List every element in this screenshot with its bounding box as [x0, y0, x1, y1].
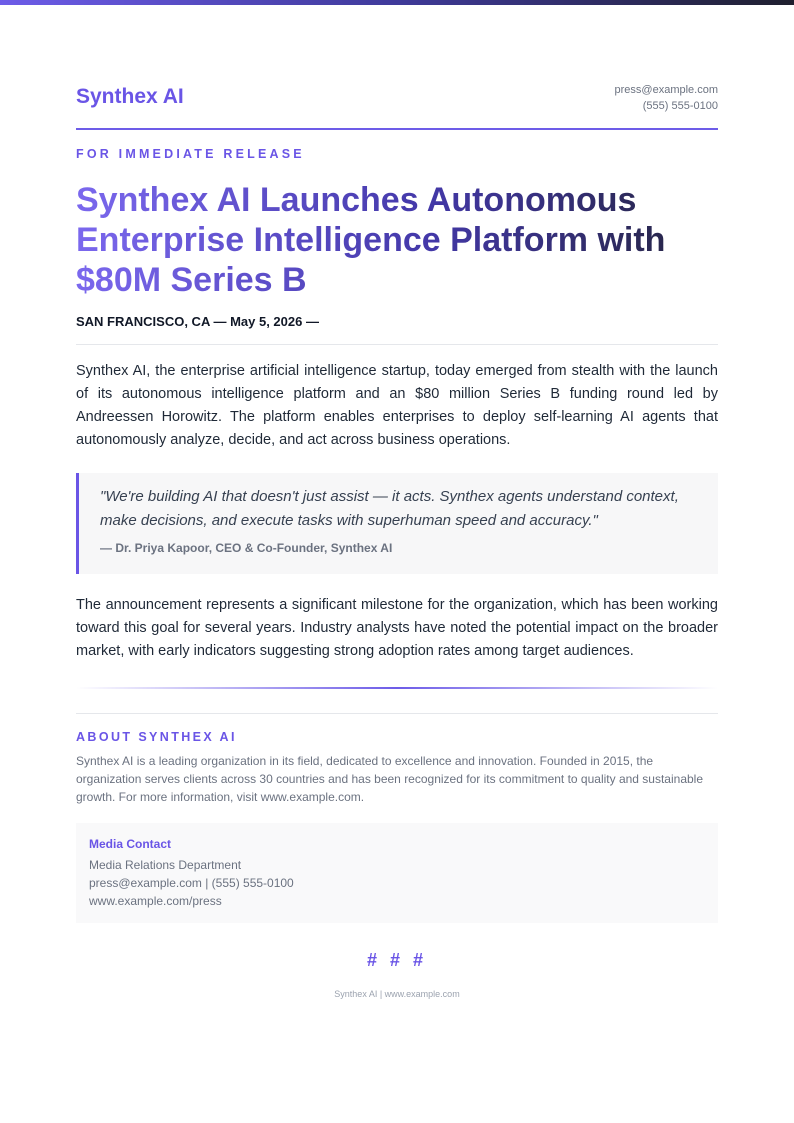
header-email[interactable]: press@example.com: [614, 84, 718, 96]
divider: [76, 344, 718, 345]
headline: Synthex AI Launches Autonomous Enterprise Intelligence Platform with $80M Series B: [76, 180, 718, 300]
page-footer: Synthex AI | www.example.com: [334, 989, 460, 999]
media-contact-title: Media Contact: [89, 837, 172, 851]
top-accent-bar: [0, 0, 794, 5]
dateline: SAN FRANCISCO, CA — May 5, 2026 —: [76, 314, 319, 329]
divider: [76, 713, 718, 714]
about-heading: ABOUT SYNTHEX AI: [76, 730, 237, 744]
release-label: FOR IMMEDIATE RELEASE: [76, 147, 305, 161]
body-paragraph-1: Synthex AI, the enterprise artificial intelligence startup, today emerged from stealth with the launch of its autonomous intelligence platform and an $80 million Series B funding round led by Andreessen Horowitz. The platform enables enterprises to deploy self-learning AI agents that autonomously analyze, decide, and act across business operations.: [76, 363, 718, 448]
header-phone: (555) 555-0100: [642, 100, 718, 112]
end-mark: # # #: [366, 950, 428, 970]
media-contact-department: Media Relations Department: [89, 858, 242, 872]
company-name: Synthex AI: [76, 85, 184, 108]
quote-text: "We're building AI that doesn't just assist — it acts. Synthex agents understand context, make decisions, and execute tasks with superhuman speed and accuracy.": [100, 488, 679, 529]
media-contact-url[interactable]: www.example.com/press: [89, 894, 222, 908]
about-text: Synthex AI is a leading organization in its field, dedicated to excellence and innovation. Founded in 2015, the organization serves clients across 30 countries and has been recognized for its commitment to quality and sustainable growth. For more information, visit www.example.com.: [76, 754, 704, 804]
media-contact-line[interactable]: press@example.com | (555) 555-0100: [89, 876, 294, 890]
gradient-divider: [76, 687, 718, 689]
pull-quote: [76, 473, 718, 574]
media-contact-box: [76, 823, 718, 923]
letterhead: [76, 80, 718, 130]
header-contact: [615, 82, 718, 114]
body-paragraph-2: The announcement represents a significant milestone for the organization, which has been working toward this goal for several years. Industry analysts have noted the potential impact on the broader market, with early indicators suggesting strong adoption rates among target audiences.: [76, 597, 718, 659]
quote-attribution: — Dr. Priya Kapoor, CEO & Co-Founder, Synthex AI: [100, 541, 393, 555]
